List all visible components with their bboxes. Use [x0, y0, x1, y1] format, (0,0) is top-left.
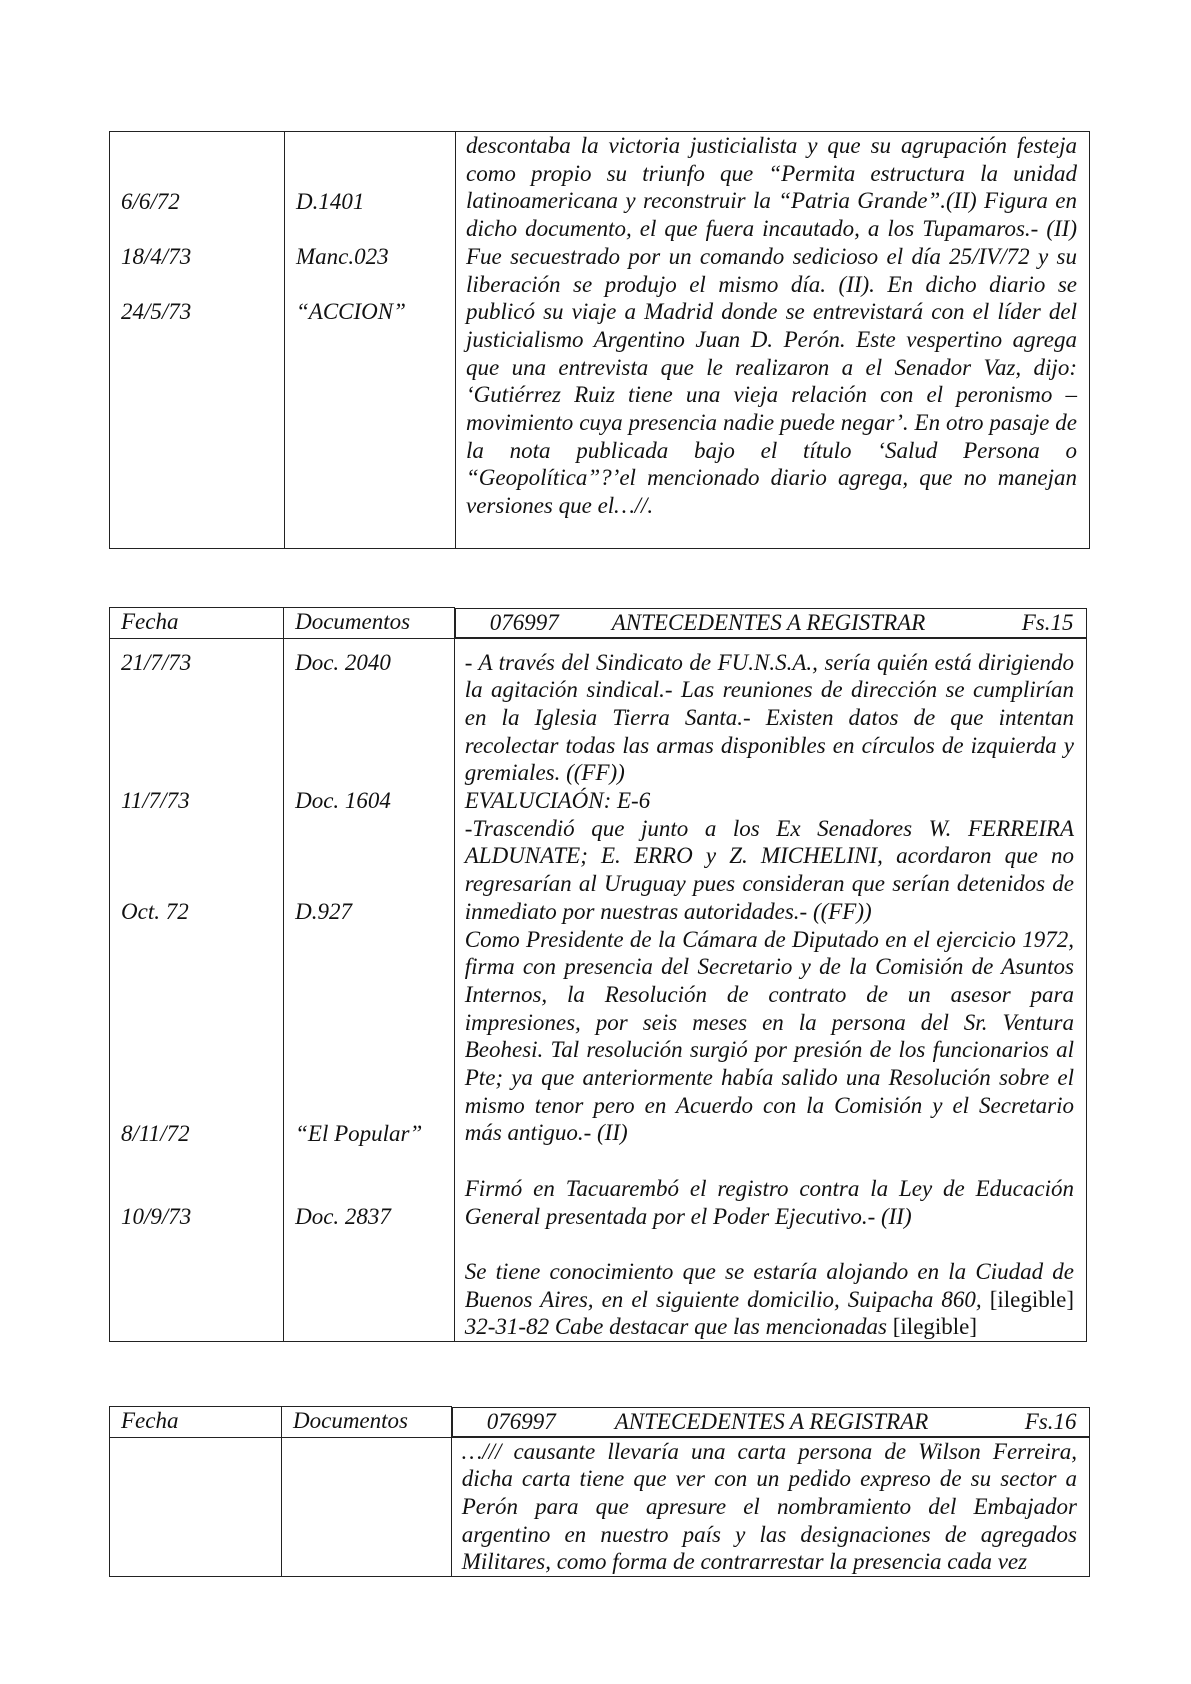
document-entry: Doc. 1604	[295, 787, 391, 813]
record-number: 076997	[489, 609, 559, 635]
date-entry: 10/9/73	[121, 1203, 192, 1229]
antecedent-paragraph: - A través del Sindicato de FU.N.S.A., sería quién está dirigiendo la agitación sindical.- Las reuniones de dirección se cumplirían en la Iglesia Tierra Santa.- Existen datos de que intentan recolectar todas las armas disponibles en círculos de izquierda y gremiales. ((FF))	[464, 649, 1074, 786]
record-table-continuation	[109, 131, 1090, 549]
dates-cell	[110, 132, 285, 549]
header-antecedentes	[452, 1407, 1090, 1437]
documents-cell	[285, 132, 456, 549]
header-fecha: Fecha	[110, 1407, 282, 1438]
dates-cell	[110, 1437, 282, 1577]
document-entry: D.1401	[296, 189, 365, 214]
address-text: Se tiene conocimiento que se estaría alojando en la Ciudad de Buenos Aires, en el siguiente domicilio, Suipacha 860,	[464, 1258, 1074, 1312]
antecedent-paragraph: -Trascendió que junto a los Ex Senadores W. FERREIRA ALDUNATE; E. ERRO y Z. MICHELINI, acordaron que no regresarían al Uruguay pues consideran que serían detenidos de inmediato por nuestras autoridades.- ((FF))	[464, 815, 1074, 924]
dates-cell	[110, 638, 284, 1342]
antecedents-text: descontaba la victoria justicialista y que su agrupación festeja como propio su triunfo que “Permita estructura la unidad latinoamericana y reconstruir la “Patria Grande”.(II) Figura en dicho documento, el que fuera incautado, a los Tupamaros.- (II) Fue secuestrado por un comando sedicioso el día 25/IV/72 y su liberación se produjo el mismo día. (II). En dicho diario se publicó su viaje a Madrid donde se entrevistará con el líder del justicialismo Argentino Juan D. Perón. Este vespertino agrega que una entrevista que le realizaron a el Senador Vaz, dijo: ‘Gutiérrez Ruiz tiene una vieja relación con el peronismo – movimiento cuya presencia nadie puede negar’. En otro pasaje de la nota publicada bajo el título ‘Salud Persona o “Geopolítica”?’el mencionado diario agrega, que no manejan versiones que el…//.	[466, 133, 1077, 519]
header-documentos: Documentos	[282, 1407, 452, 1438]
documents-cell	[282, 1437, 452, 1577]
header-title: ANTECEDENTES A REGISTRAR	[614, 1408, 929, 1434]
folio-number: Fs.16	[1024, 1408, 1077, 1434]
date-entry: 8/11/72	[121, 1120, 190, 1146]
date-entry: Oct. 72	[121, 898, 189, 924]
date-entry: 18/4/73	[121, 244, 192, 269]
record-table-fs16	[109, 1406, 1090, 1577]
antecedent-paragraph	[465, 1258, 1074, 1341]
record-table-fs15	[109, 607, 1087, 1342]
document-entry: Doc. 2040	[295, 649, 391, 675]
header-fecha: Fecha	[110, 608, 284, 639]
header-documentos: Documentos	[284, 608, 455, 639]
illegible-mark: [ilegible]	[892, 1314, 978, 1340]
document-entry: “ACCION”	[296, 299, 406, 324]
antecedent-paragraph: Firmó en Tacuarembó el registro contra la Ley de Educación General presentada por el Poder Ejecutivo.- (II)	[464, 1175, 1074, 1229]
antecedents-cell	[456, 132, 1090, 549]
antecedent-paragraph: Como Presidente de la Cámara de Diputado en el ejercicio 1972, firma con presencia del Secretario y de la Comisión de Asuntos Internos, la Resolución de contrato de un asesor para impresiones, por seis meses en la persona del Sr. Ventura Beohesi. Tal resolución surgió por presión de los funcionarios al Pte; ya que anteriormente había salido una Resolución sobre el mismo tenor pero en Acuerdo con la Comisión y el Secretario más antiguo.- (II)	[464, 926, 1074, 1146]
antecedents-cell	[454, 638, 1086, 1342]
documents-cell	[284, 638, 455, 1342]
header-title: ANTECEDENTES A REGISTRAR	[611, 609, 926, 635]
date-entry: 24/5/73	[121, 299, 192, 324]
document-entry: Manc.023	[296, 244, 389, 269]
document-entry: Doc. 2837	[295, 1203, 391, 1229]
document-entry: D.927	[295, 898, 352, 924]
record-number: 076997	[486, 1408, 556, 1434]
phone-text: 32-31-82 Cabe destacar que las mencionadas	[464, 1314, 887, 1340]
document-entry: “El Popular”	[295, 1120, 423, 1146]
antecedents-cell	[451, 1437, 1089, 1577]
date-entry: 11/7/73	[121, 787, 190, 813]
date-entry: 6/6/72	[121, 189, 180, 214]
antecedents-text: …/// causante llevaría una carta persona de Wilson Ferreira, dicha carta tiene que ver con un pedido expreso de su sector a Perón para que apresure el nombramiento del Embajador argentino en nuestro país y las designaciones de agregados Militares, como forma de contrarrestar la presencia cada vez	[461, 1438, 1077, 1575]
date-entry: 21/7/73	[121, 649, 192, 675]
evaluation-line: EVALUCIAÓN: E-6	[464, 788, 651, 814]
illegible-mark: [ilegible]	[989, 1286, 1075, 1312]
folio-number: Fs.15	[1021, 609, 1074, 635]
header-antecedentes	[455, 608, 1087, 638]
